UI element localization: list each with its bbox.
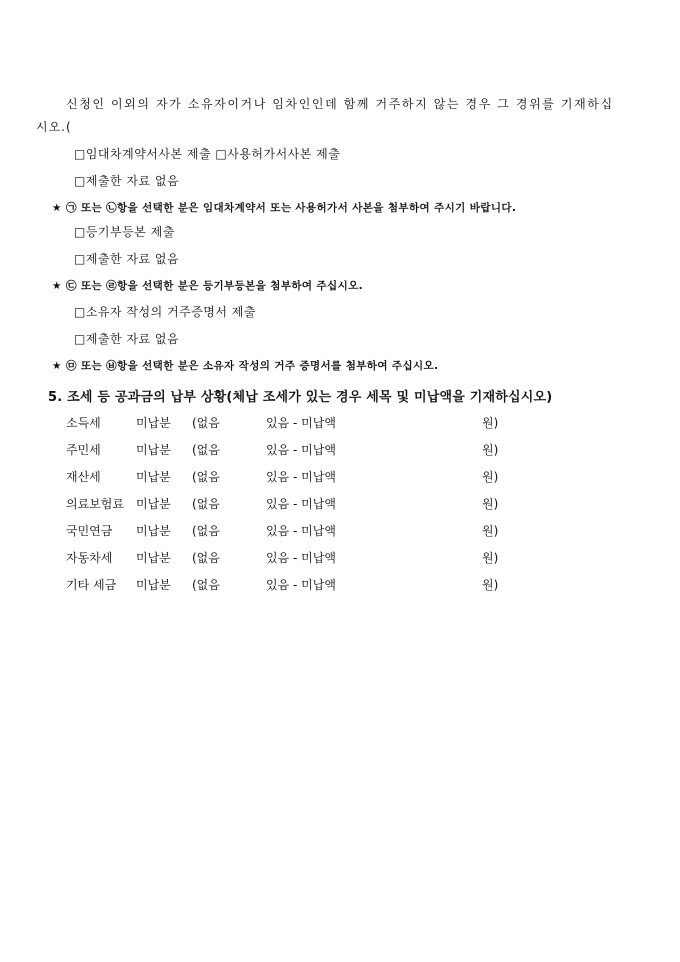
option-no-documents-2[interactable]: □제출한 자료 없음 <box>74 252 180 266</box>
unpaid-amount-option[interactable]: 있음 - 미납액 <box>266 497 336 511</box>
tax-name: 자동차세 <box>66 551 113 565</box>
note-lease-copy <box>52 200 516 216</box>
intro-line-1: 신청인 이외의 자가 소유자이거나 임차인인데 함께 거주하지 않는 경우 그 경위를 기재하십 <box>66 97 614 111</box>
unpaid-label: 미납분 <box>136 578 171 592</box>
tax-name: 재산세 <box>66 470 101 484</box>
won-unit: 원) <box>482 443 499 457</box>
intro-line-2: 시오.( <box>36 120 72 134</box>
none-option[interactable]: (없음 <box>192 443 220 457</box>
note-residence-certificate <box>52 358 439 374</box>
note-text: ㉠ 또는 ㉡항을 선택한 분은 임대차계약서 또는 사용허가서 사본을 첨부하여 주시기 바랍니다. <box>66 202 517 214</box>
none-option[interactable]: (없음 <box>192 578 220 592</box>
won-unit: 원) <box>482 416 499 430</box>
tax-name: 의료보험료 <box>66 497 124 511</box>
none-option[interactable]: (없음 <box>192 470 220 484</box>
option-registry-copy[interactable]: □등기부등본 제출 <box>74 225 175 239</box>
unpaid-amount-option[interactable]: 있음 - 미납액 <box>266 416 336 430</box>
star-icon: ★ <box>52 360 62 372</box>
none-option[interactable]: (없음 <box>192 524 220 538</box>
unpaid-amount-option[interactable]: 있음 - 미납액 <box>266 551 336 565</box>
unpaid-label: 미납분 <box>136 551 171 565</box>
unpaid-amount-option[interactable]: 있음 - 미납액 <box>266 470 336 484</box>
unpaid-label: 미납분 <box>136 470 171 484</box>
none-option[interactable]: (없음 <box>192 416 220 430</box>
option-lease-or-permit-copy[interactable]: □임대차계약서사본 제출 □사용허가서사본 제출 <box>74 147 341 161</box>
note-text: ㉤ 또는 ㉥항을 선택한 분은 소유자 작성의 거주 증명서를 첨부하여 주십시오. <box>66 360 439 372</box>
star-icon: ★ <box>52 280 62 292</box>
won-unit: 원) <box>482 524 499 538</box>
won-unit: 원) <box>482 578 499 592</box>
tax-name: 국민연금 <box>66 524 113 538</box>
unpaid-label: 미납분 <box>136 416 171 430</box>
option-no-documents-1[interactable]: □제출한 자료 없음 <box>74 174 180 188</box>
tax-name: 주민세 <box>66 443 101 457</box>
unpaid-label: 미납분 <box>136 443 171 457</box>
won-unit: 원) <box>482 497 499 511</box>
none-option[interactable]: (없음 <box>192 551 220 565</box>
option-no-documents-3[interactable]: □제출한 자료 없음 <box>74 332 180 346</box>
won-unit: 원) <box>482 470 499 484</box>
tax-name: 기타 세금 <box>66 578 117 592</box>
unpaid-amount-option[interactable]: 있음 - 미납액 <box>266 443 336 457</box>
note-text: ㉢ 또는 ㉣항을 선택한 분은 등기부등본을 첨부하여 주십시오. <box>66 280 364 292</box>
won-unit: 원) <box>482 551 499 565</box>
unpaid-label: 미납분 <box>136 497 171 511</box>
note-registry-copy <box>52 278 363 294</box>
star-icon: ★ <box>52 202 62 214</box>
unpaid-label: 미납분 <box>136 524 171 538</box>
unpaid-amount-option[interactable]: 있음 - 미납액 <box>266 524 336 538</box>
none-option[interactable]: (없음 <box>192 497 220 511</box>
option-residence-certificate[interactable]: □소유자 작성의 거주증명서 제출 <box>74 305 256 319</box>
section-5-heading: 5. 조세 등 공과금의 납부 상황(체납 조세가 있는 경우 세목 및 미납액을 기재하십시오) <box>48 390 553 405</box>
tax-name: 소득세 <box>66 416 101 430</box>
unpaid-amount-option[interactable]: 있음 - 미납액 <box>266 578 336 592</box>
